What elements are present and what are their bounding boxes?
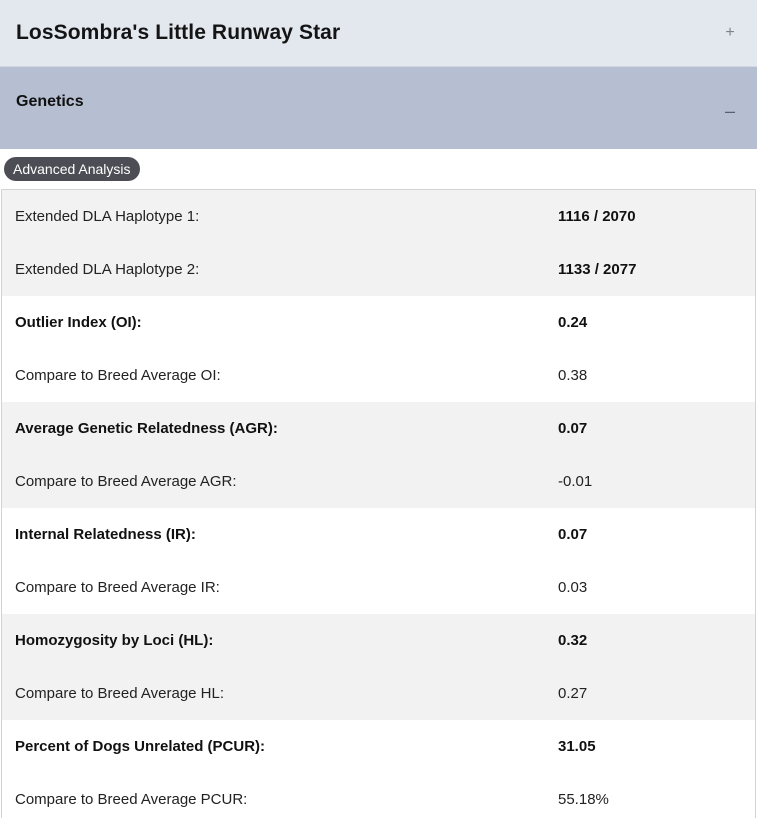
- dog-name-title: LosSombra's Little Runway Star: [16, 21, 341, 44]
- table-row-agr: [2, 402, 755, 455]
- table-row-breed-average-oi: [2, 349, 755, 402]
- row-label: Homozygosity by Loci (HL):: [15, 632, 214, 649]
- row-value: 1116 / 2070: [558, 208, 636, 225]
- row-label: Compare to Breed Average OI:: [15, 367, 221, 384]
- row-value: 0.03: [558, 579, 588, 596]
- row-value: 31.05: [558, 738, 596, 755]
- row-label: Compare to Breed Average PCUR:: [15, 791, 248, 808]
- table-row-breed-average-agr: [2, 455, 755, 508]
- table-row-breed-average-pcur: [2, 773, 755, 818]
- row-value: 1133 / 2077: [558, 261, 637, 278]
- table-row-homozygosity: [2, 614, 755, 667]
- row-label: Compare to Breed Average IR:: [15, 579, 220, 596]
- row-label: Internal Relatedness (IR):: [15, 526, 196, 543]
- collapse-minus-icon[interactable]: –: [724, 100, 735, 121]
- row-value: 0.38: [558, 367, 588, 384]
- genetics-table: [1, 189, 756, 818]
- table-row-pcur: [2, 720, 755, 773]
- row-label: Outlier Index (OI):: [15, 314, 142, 331]
- badge-container: [0, 149, 757, 189]
- row-label: Extended DLA Haplotype 2:: [15, 261, 200, 278]
- row-label: Percent of Dogs Unrelated (PCUR):: [15, 738, 266, 755]
- row-label: Extended DLA Haplotype 1:: [15, 208, 200, 225]
- row-value: 0.32: [558, 632, 588, 649]
- table-row-outlier-index: [2, 296, 755, 349]
- row-value: -0.01: [558, 473, 593, 490]
- dog-panel-header[interactable]: [0, 0, 757, 67]
- row-label: Compare to Breed Average HL:: [15, 685, 225, 702]
- row-value: 0.07: [558, 526, 588, 543]
- row-value: 55.18%: [558, 791, 609, 808]
- row-value: 0.07: [558, 420, 588, 437]
- row-value: 0.27: [558, 685, 588, 702]
- table-row-breed-average-ir: [2, 561, 755, 614]
- row-label: Compare to Breed Average AGR:: [15, 473, 237, 490]
- expand-plus-icon[interactable]: +: [725, 24, 735, 41]
- table-row-internal-relatedness: [2, 508, 755, 561]
- genetics-section-title: Genetics: [16, 93, 84, 110]
- table-row-breed-average-hl: [2, 667, 755, 720]
- table-row-dla-haplotype-2: [2, 243, 755, 296]
- advanced-analysis-badge[interactable]: Advanced Analysis: [4, 157, 140, 181]
- table-row-dla-haplotype-1: [2, 190, 755, 243]
- genetics-section-header[interactable]: [0, 67, 757, 149]
- row-label: Average Genetic Relatedness (AGR):: [15, 420, 278, 437]
- row-value: 0.24: [558, 314, 588, 331]
